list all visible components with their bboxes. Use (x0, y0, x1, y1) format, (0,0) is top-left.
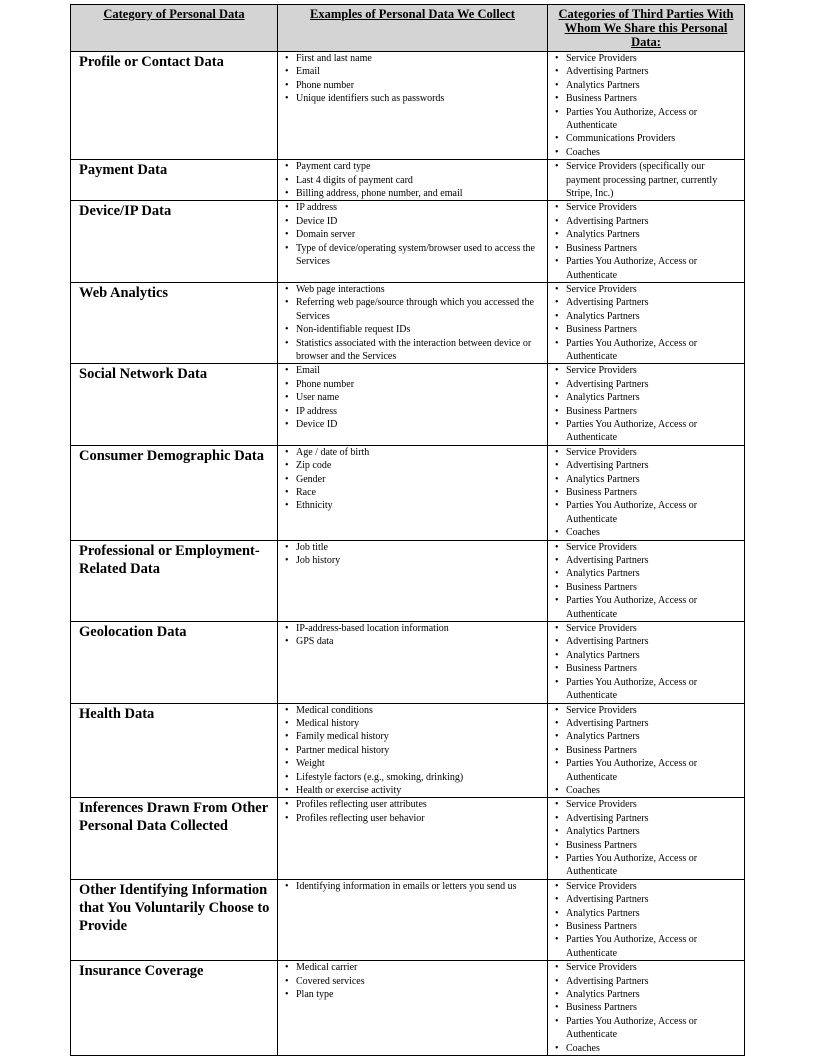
list-item: • Analytics Partners (552, 473, 740, 486)
list-item: • Web page interactions (282, 283, 543, 296)
list-item: • Service Providers (552, 283, 740, 296)
document-page (70, 4, 744, 1056)
personal-data-table (70, 4, 745, 1056)
list-item: • Advertising Partners (552, 812, 740, 825)
table-row (71, 445, 745, 540)
category-cell: Geolocation Data (71, 622, 278, 703)
third-parties-list (552, 160, 740, 200)
table-row (71, 798, 745, 879)
list-item: • Service Providers (552, 541, 740, 554)
table-row (71, 160, 745, 201)
list-item: • Parties You Authorize, Access or Authenticate (552, 757, 740, 784)
list-item: • Non-identifiable request IDs (282, 323, 543, 336)
list-item: • Business Partners (552, 744, 740, 757)
examples-list (282, 622, 543, 649)
list-item: • Parties You Authorize, Access or Authenticate (552, 676, 740, 703)
list-item: • Parties You Authorize, Access or Authenticate (552, 418, 740, 445)
list-item: • Service Providers (552, 880, 740, 893)
list-item: • Phone number (282, 378, 543, 391)
category-cell: Insurance Coverage (71, 961, 278, 1056)
examples-cell (278, 703, 548, 798)
examples-cell (278, 364, 548, 445)
table-body (71, 52, 745, 1056)
examples-list (282, 283, 543, 363)
list-item: • Advertising Partners (552, 378, 740, 391)
list-item: • Business Partners (552, 92, 740, 105)
list-item: • Analytics Partners (552, 228, 740, 241)
third-parties-cell (548, 160, 745, 201)
list-item: • Parties You Authorize, Access or Authenticate (552, 499, 740, 526)
list-item: • Parties You Authorize, Access or Authenticate (552, 337, 740, 364)
third-parties-list (552, 622, 740, 702)
list-item: • Service Providers (552, 364, 740, 377)
list-item: • Zip code (282, 459, 543, 472)
examples-list (282, 52, 543, 106)
list-item: • Advertising Partners (552, 459, 740, 472)
list-item: • Coaches (552, 784, 740, 797)
list-item: • Identifying information in emails or letters you send us (282, 880, 543, 893)
table-row (71, 282, 745, 363)
third-parties-list (552, 52, 740, 159)
list-item: • Business Partners (552, 662, 740, 675)
list-item: • Analytics Partners (552, 79, 740, 92)
list-item: • Analytics Partners (552, 730, 740, 743)
list-item: • Email (282, 364, 543, 377)
list-item: • Plan type (282, 988, 543, 1001)
list-item: • Covered services (282, 975, 543, 988)
third-parties-list (552, 201, 740, 281)
table-header-row (71, 5, 745, 52)
list-item: • Service Providers (552, 446, 740, 459)
table-row (71, 540, 745, 621)
list-item: • IP address (282, 405, 543, 418)
third-parties-list (552, 798, 740, 878)
third-parties-cell (548, 201, 745, 282)
list-item: • Ethnicity (282, 499, 543, 512)
examples-list (282, 961, 543, 1001)
list-item: • Business Partners (552, 323, 740, 336)
list-item: • Business Partners (552, 920, 740, 933)
list-item: • Partner medical history (282, 744, 543, 757)
category-cell: Profile or Contact Data (71, 52, 278, 160)
list-item: • Device ID (282, 418, 543, 431)
third-parties-cell (548, 798, 745, 879)
list-item: • Parties You Authorize, Access or Authenticate (552, 933, 740, 960)
list-item: • Service Providers (552, 704, 740, 717)
table-row (71, 703, 745, 798)
list-item: • Domain server (282, 228, 543, 241)
category-cell: Health Data (71, 703, 278, 798)
table-row (71, 879, 745, 960)
list-item: • Device ID (282, 215, 543, 228)
list-item: • Last 4 digits of payment card (282, 174, 543, 187)
list-item: • Advertising Partners (552, 717, 740, 730)
list-item: • Analytics Partners (552, 907, 740, 920)
list-item: • First and last name (282, 52, 543, 65)
list-item: • Advertising Partners (552, 554, 740, 567)
list-item: • Age / date of birth (282, 446, 543, 459)
list-item: • IP address (282, 201, 543, 214)
examples-list (282, 446, 543, 513)
list-item: • Coaches (552, 1042, 740, 1055)
examples-cell (278, 798, 548, 879)
list-item: • Unique identifiers such as passwords (282, 92, 543, 105)
list-item: • Advertising Partners (552, 635, 740, 648)
third-parties-cell (548, 364, 745, 445)
third-parties-cell (548, 540, 745, 621)
header-category: Category of Personal Data (71, 5, 278, 52)
list-item: • Phone number (282, 79, 543, 92)
list-item: • Job history (282, 554, 543, 567)
list-item: • Job title (282, 541, 543, 554)
list-item: • Analytics Partners (552, 825, 740, 838)
third-parties-cell (548, 282, 745, 363)
third-parties-cell (548, 879, 745, 960)
list-item: • Medical carrier (282, 961, 543, 974)
examples-cell (278, 52, 548, 160)
list-item: • Profiles reflecting user attributes (282, 798, 543, 811)
examples-list (282, 798, 543, 825)
list-item: • Weight (282, 757, 543, 770)
list-item: • Type of device/operating system/browser used to access the Services (282, 242, 543, 269)
list-item: • Service Providers (552, 622, 740, 635)
list-item: • Business Partners (552, 839, 740, 852)
list-item: • Advertising Partners (552, 296, 740, 309)
third-parties-cell (548, 445, 745, 540)
list-item: • Gender (282, 473, 543, 486)
table-row (71, 201, 745, 282)
category-cell: Other Identifying Information that You Voluntarily Choose to Provide (71, 879, 278, 960)
examples-cell (278, 282, 548, 363)
third-parties-cell (548, 961, 745, 1056)
examples-cell (278, 160, 548, 201)
list-item: • Business Partners (552, 581, 740, 594)
list-item: • Advertising Partners (552, 975, 740, 988)
list-item: • Analytics Partners (552, 391, 740, 404)
examples-cell (278, 540, 548, 621)
list-item: • Health or exercise activity (282, 784, 543, 797)
list-item: • Family medical history (282, 730, 543, 743)
header-examples: Examples of Personal Data We Collect (278, 5, 548, 52)
table-row (71, 52, 745, 160)
examples-cell (278, 445, 548, 540)
list-item: • Service Providers (specifically our payment processing partner, currently Stripe, Inc.) (552, 160, 740, 200)
list-item: • Payment card type (282, 160, 543, 173)
list-item: • Billing address, phone number, and email (282, 187, 543, 200)
list-item: • GPS data (282, 635, 543, 648)
list-item: • Advertising Partners (552, 65, 740, 78)
list-item: • Advertising Partners (552, 893, 740, 906)
examples-list (282, 201, 543, 268)
list-item: • Analytics Partners (552, 310, 740, 323)
third-parties-list (552, 880, 740, 960)
examples-list (282, 364, 543, 431)
list-item: • Analytics Partners (552, 567, 740, 580)
third-parties-list (552, 283, 740, 363)
third-parties-list (552, 541, 740, 621)
category-cell: Inferences Drawn From Other Personal Data Collected (71, 798, 278, 879)
third-parties-list (552, 364, 740, 444)
category-cell: Consumer Demographic Data (71, 445, 278, 540)
list-item: • Service Providers (552, 52, 740, 65)
list-item: • Referring web page/source through which you accessed the Services (282, 296, 543, 323)
examples-list (282, 704, 543, 798)
list-item: • Service Providers (552, 201, 740, 214)
third-parties-cell (548, 703, 745, 798)
third-parties-cell (548, 52, 745, 160)
list-item: • User name (282, 391, 543, 404)
examples-cell (278, 201, 548, 282)
list-item: • Business Partners (552, 405, 740, 418)
category-cell: Web Analytics (71, 282, 278, 363)
list-item: • Coaches (552, 146, 740, 159)
examples-list (282, 880, 543, 893)
list-item: • Analytics Partners (552, 649, 740, 662)
list-item: • Email (282, 65, 543, 78)
list-item: • Business Partners (552, 242, 740, 255)
table-row (71, 364, 745, 445)
list-item: • Parties You Authorize, Access or Authenticate (552, 255, 740, 282)
examples-cell (278, 622, 548, 703)
list-item: • Parties You Authorize, Access or Authenticate (552, 106, 740, 133)
list-item: • Medical conditions (282, 704, 543, 717)
list-item: • Coaches (552, 526, 740, 539)
examples-cell (278, 961, 548, 1056)
list-item: • Parties You Authorize, Access or Authenticate (552, 1015, 740, 1042)
third-parties-cell (548, 622, 745, 703)
third-parties-list (552, 446, 740, 540)
list-item: • Analytics Partners (552, 988, 740, 1001)
list-item: • Communications Providers (552, 132, 740, 145)
examples-list (282, 541, 543, 568)
list-item: • Parties You Authorize, Access or Authenticate (552, 852, 740, 879)
list-item: • Parties You Authorize, Access or Authenticate (552, 594, 740, 621)
list-item: • Statistics associated with the interaction between device or browser and the Services (282, 337, 543, 364)
list-item: • Lifestyle factors (e.g., smoking, drinking) (282, 771, 543, 784)
header-third-parties: Categories of Third Parties With Whom We Share this Personal Data: (548, 5, 745, 52)
list-item: • Service Providers (552, 961, 740, 974)
table-row (71, 961, 745, 1056)
list-item: • IP-address-based location information (282, 622, 543, 635)
category-cell: Payment Data (71, 160, 278, 201)
list-item: • Business Partners (552, 1001, 740, 1014)
examples-cell (278, 879, 548, 960)
third-parties-list (552, 704, 740, 798)
third-parties-list (552, 961, 740, 1055)
list-item: • Business Partners (552, 486, 740, 499)
list-item: • Profiles reflecting user behavior (282, 812, 543, 825)
category-cell: Social Network Data (71, 364, 278, 445)
category-cell: Device/IP Data (71, 201, 278, 282)
table-row (71, 622, 745, 703)
examples-list (282, 160, 543, 200)
list-item: • Service Providers (552, 798, 740, 811)
list-item: • Advertising Partners (552, 215, 740, 228)
category-cell: Professional or Employment-Related Data (71, 540, 278, 621)
list-item: • Race (282, 486, 543, 499)
list-item: • Medical history (282, 717, 543, 730)
